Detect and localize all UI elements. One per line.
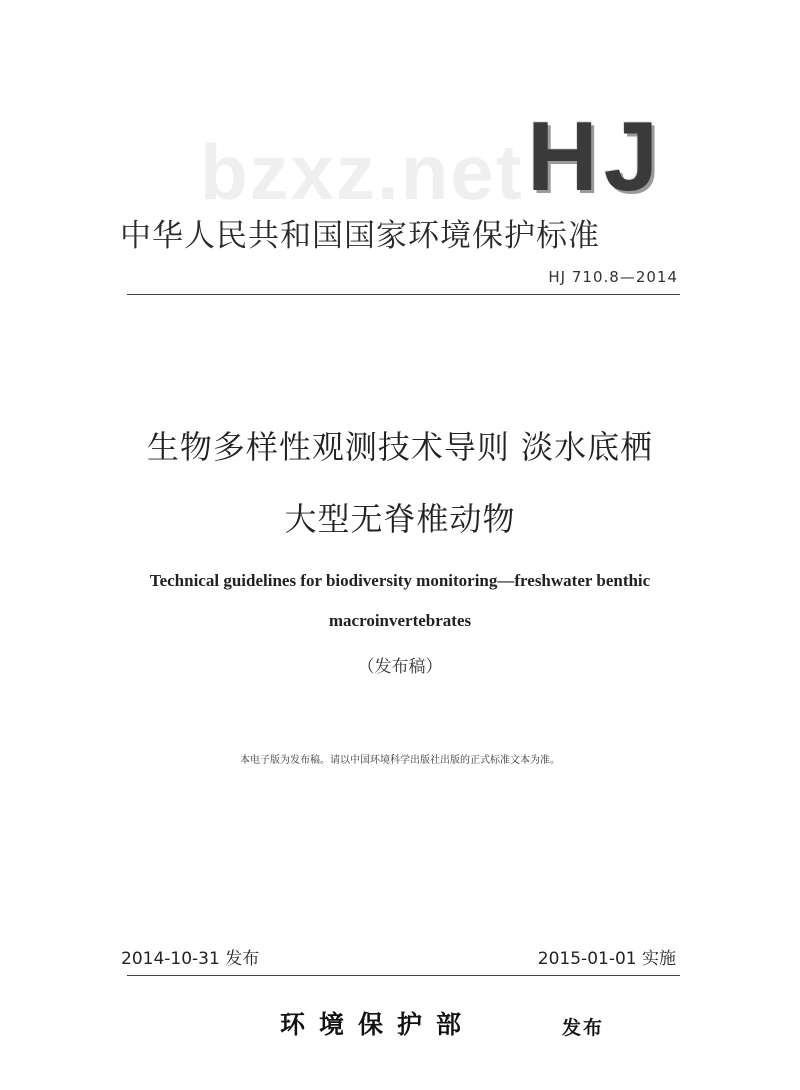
title-en-line1: Technical guidelines for biodiversity monitoring—freshwater benthic xyxy=(149,571,651,590)
publication-notice: 本电子版为发布稿。请以中国环境科学出版社出版的正式标准文本为准。 xyxy=(240,755,560,766)
standard-category: 中华人民共和国国家环境保护标准 xyxy=(120,218,600,254)
issue-date: 2014-10-31 发布 xyxy=(121,949,260,969)
draft-label: （发布稿） xyxy=(357,657,443,677)
hj-logo: HJ xyxy=(527,101,665,211)
header-divider xyxy=(127,294,680,295)
title-cn-line2: 大型无脊椎动物 xyxy=(284,500,516,538)
footer-divider xyxy=(127,975,680,976)
title-en-line2: macroinvertebrates xyxy=(328,611,472,630)
watermark-text: bzxz.net xyxy=(200,128,524,216)
standard-code: HJ 710.8—2014 xyxy=(548,268,678,286)
title-cn-line1: 生物多样性观测技术导则 淡水底栖 xyxy=(146,428,654,466)
issuer-suffix: 发布 xyxy=(562,1017,605,1039)
effective-date: 2015-01-01 实施 xyxy=(537,949,676,969)
issuer-name: 环境保护部 xyxy=(280,1010,476,1039)
